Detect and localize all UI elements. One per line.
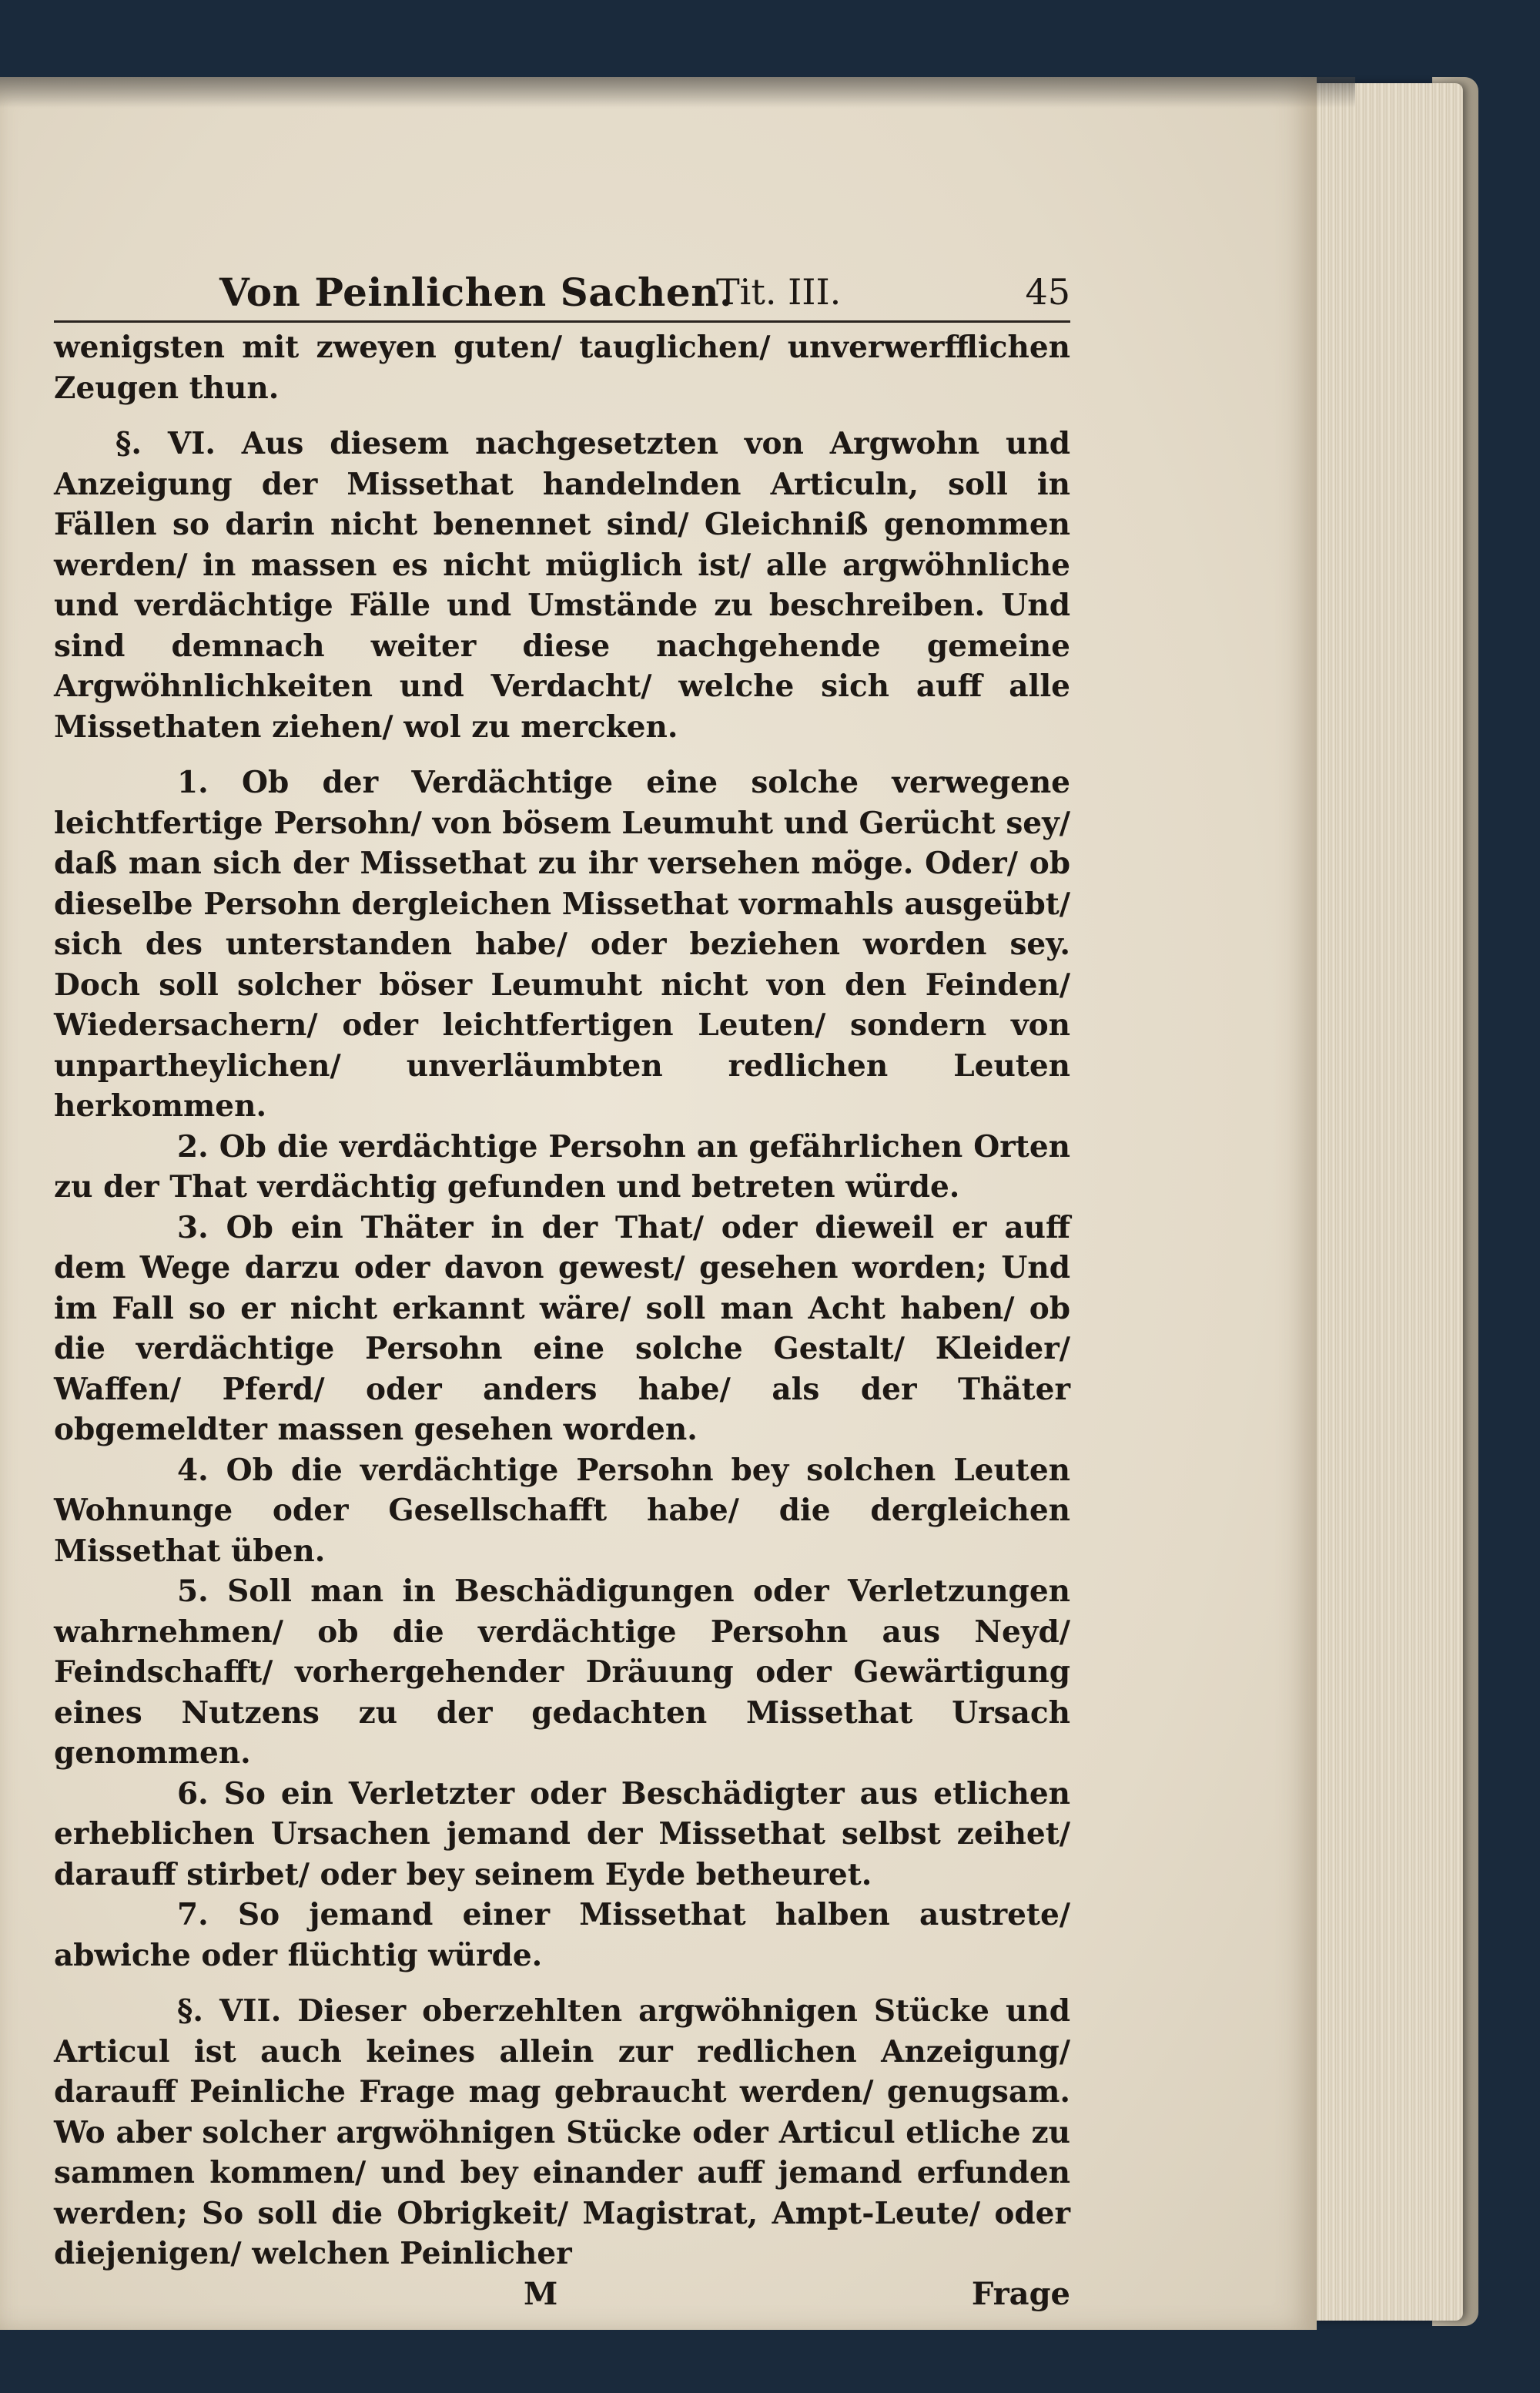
paragraph-item-3: 3. Ob ein Thäter in der That/ oder dieweil er auff dem Wege darzu oder davon gewest/ gesehen worden; Und im Fall so er nicht erkannt wäre/ soll man Acht haben/ ob die verdächtige Persohn eine solche Gestalt/ Kleider/ Waffen/ Pferd/ oder anders habe/ als der Thäter obgemeldter massen gesehen worden.	[54, 1209, 1070, 1447]
section-reference: Tit. III.	[716, 271, 842, 313]
paragraph-section-vi: §. VI. Aus diesem nachgesetzten von Argwohn und Anzeigung der Missethat handelnden Articuln, soll in Fällen so darin nicht benennet sind/ Gleichniß genommen werden/ in massen es nicht müglich ist/ alle argwöhnliche und verdächtige Fälle und Umstände zu beschreiben. Und sind demnach weiter diese nachgehende gemeine Argwöhnlichkeiten und Verdacht/ welche sich auff alle Missethaten ziehen/ wol zu mercken.	[54, 426, 1070, 745]
page-number: 45	[1025, 271, 1070, 313]
body-text	[54, 327, 1070, 2274]
page-text-block	[54, 270, 1070, 2319]
paragraph-item-4: 4. Ob die verdächtige Persohn bey solchen Leuten Wohnunge oder Gesellschafft habe/ die dergleichen Missethat üben.	[54, 1452, 1070, 1569]
paragraph-item-5: 5. Soll man in Beschädigungen oder Verletzungen wahrnehmen/ ob die verdächtige Persohn aus Neyd/ Feindschafft/ vorhergehender Dräuung oder Gewärtigung eines Nutzens zu der gedachten Missethat Ursach genommen.	[54, 1574, 1070, 1771]
paragraph-item-1: 1. Ob der Verdächtige eine solche verwegene leichtfertige Persohn/ von bösem Leumuht und Gerücht sey/ daß man sich der Missethat zu ihr versehen möge. Oder/ ob dieselbe Persohn dergleichen Missethat vormahls ausgeübt/ sich des unterstanden habe/ oder beziehen worden sey. Doch soll solcher böser Leumuht nicht von den Feinden/ Wiedersachern/ oder leichtfertigen Leuten/ sondern von unpartheylichen/ unverläumbten redlichen Leuten herkommen.	[54, 765, 1070, 1124]
paragraph-item-7: 7. So jemand einer Missethat halben austrete/ abwiche oder flüchtig würde.	[54, 1897, 1070, 1973]
paragraph-section-vii: §. VII. Dieser oberzehlten argwöhnigen Stücke und Articul ist auch keines allein zur redlichen Anzeigung/ darauff Peinliche Frage mag gebraucht werden/ genugsam. Wo aber solcher argwöhnigen Stücke oder Articul etliche zu sammen kommen/ und bey einander auff jemand erfunden werden; So soll die Obrigkeit/ Magistrat, Ampt-Leute/ oder diejenigen/ welchen Peinlicher	[54, 1993, 1070, 2271]
page-edges	[1301, 83, 1463, 2321]
page-header	[54, 270, 1070, 323]
paragraph-item-2: 2. Ob die verdächtige Persohn an gefährlichen Orten zu der That verdächtig gefunden und betreten würde.	[54, 1128, 1070, 1205]
signature-mark: M	[524, 2275, 558, 2312]
catchword: Frage	[971, 2275, 1070, 2312]
paragraph-continuation: wenigsten mit zweyen guten/ tauglichen/ unverwerfflichen Zeugen thun.	[54, 330, 1070, 406]
page-footer	[54, 2276, 1070, 2319]
paragraph-item-6: 6. So ein Verletzter oder Beschädigter aus etlichen erheblichen Ursachen jemand der Missethat selbst zeihet/ darauff stirbet/ oder bey seinem Eyde betheuret.	[54, 1775, 1070, 1892]
running-title: Von Peinlichen Sachen.	[219, 270, 733, 315]
page-top-shadow	[0, 77, 1355, 108]
